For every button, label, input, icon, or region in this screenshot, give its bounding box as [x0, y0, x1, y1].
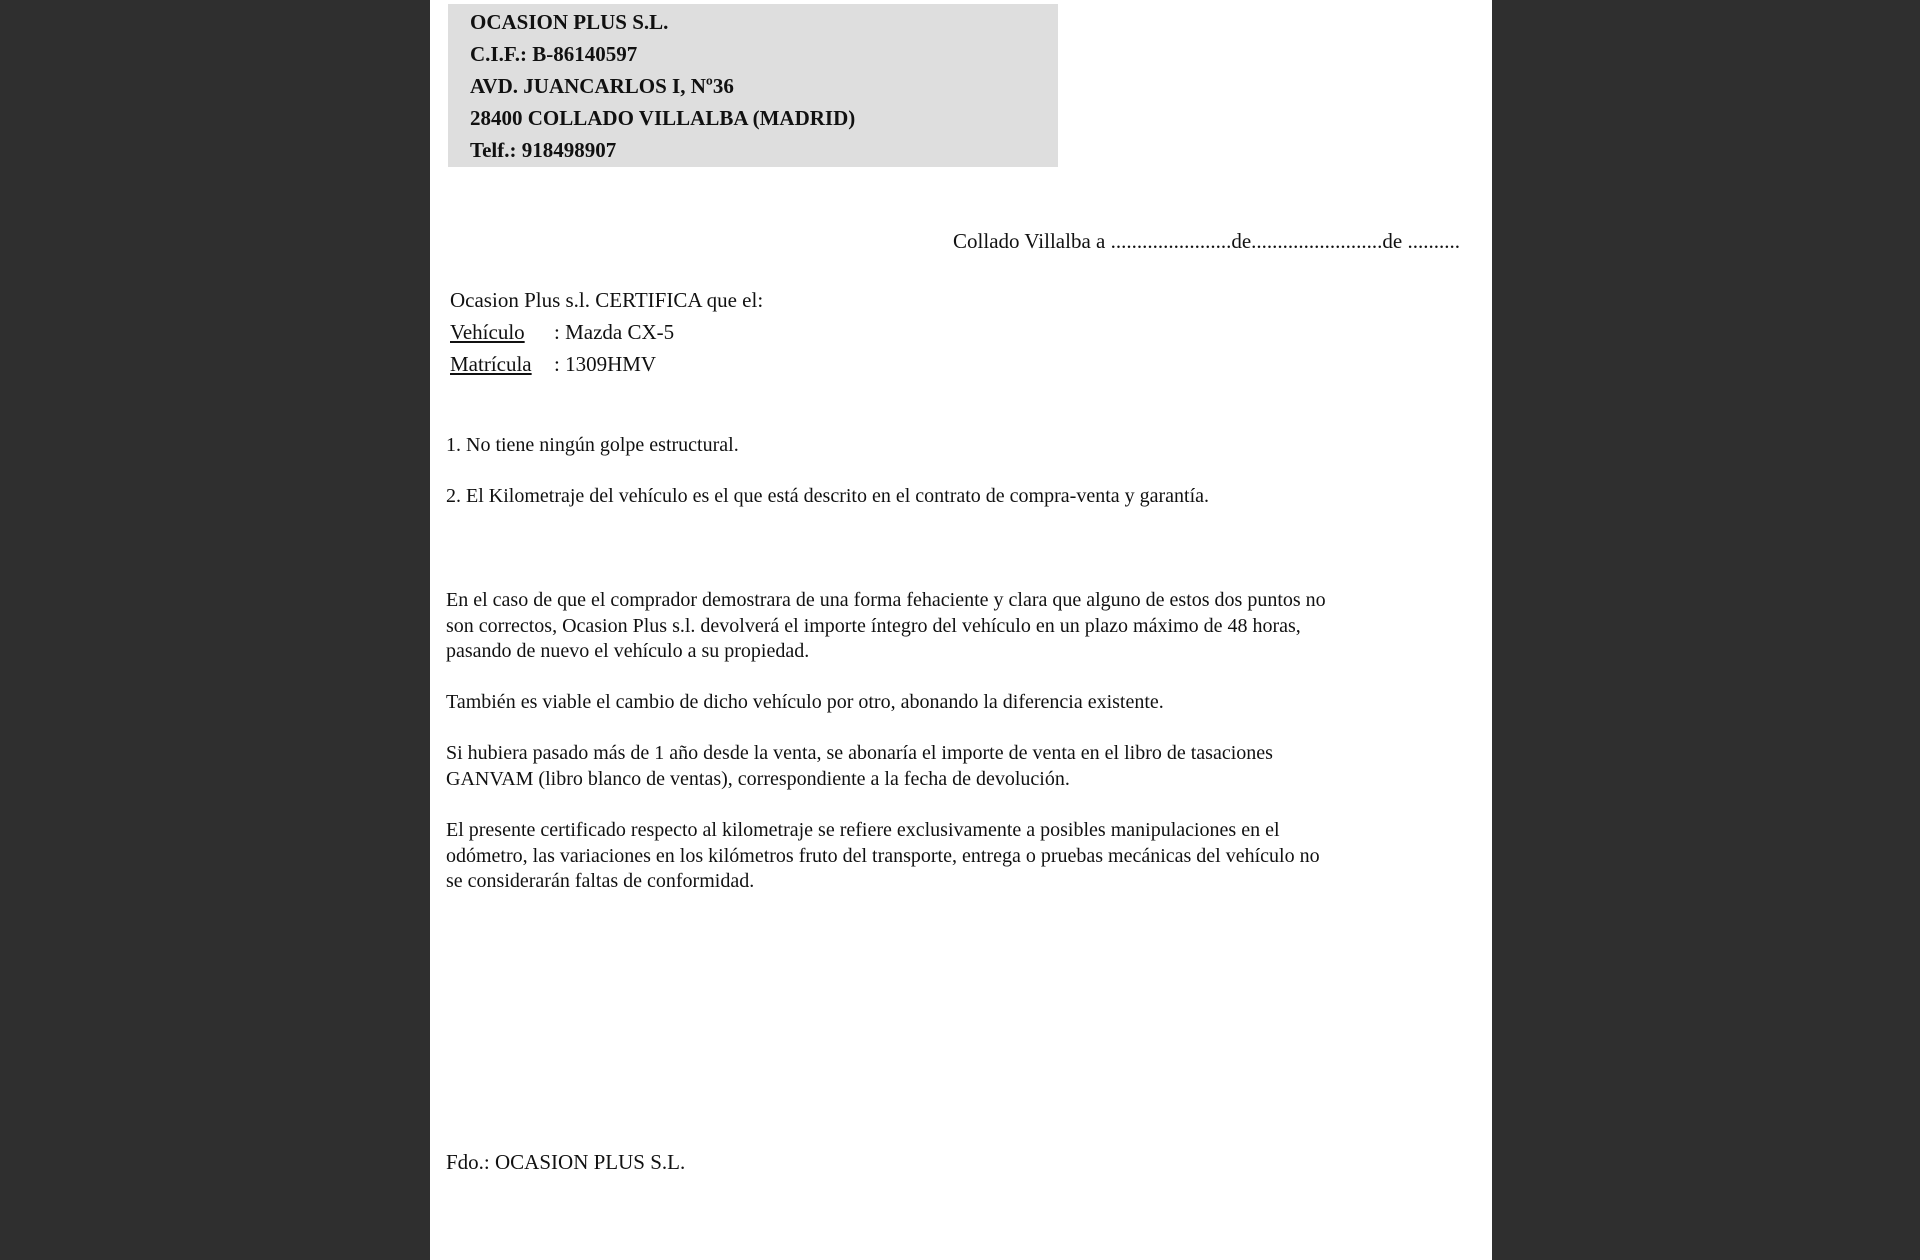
paragraph-line: También es viable el cambio de dicho vehículo por otro, abonando la diferencia existente. [446, 691, 1164, 713]
paragraph-line: GANVAM (libro blanco de ventas), correspondiente a la fecha de devolución. [446, 767, 1070, 790]
point-1: 1. No tiene ningún golpe estructural. [446, 434, 739, 456]
company-header-box [448, 4, 1058, 167]
certifies-statement: Ocasion Plus s.l. CERTIFICA que el: [450, 288, 764, 312]
paragraph-line: Si hubiera pasado más de 1 año desde la venta, se abonaría el importe de venta en el libro de tasaciones [446, 742, 1273, 764]
paragraph-line: El presente certificado respecto al kilometraje se refiere exclusivamente a posibles manipulaciones en el [446, 819, 1280, 841]
company-address: AVD. JUANCARLOS I, Nº36 [470, 74, 734, 98]
document-page [430, 0, 1492, 1260]
signature-line: Fdo.: OCASION PLUS S.L. [446, 1150, 686, 1174]
vehicle-label: Vehículo [450, 320, 525, 344]
vehicle-value: : Mazda CX-5 [554, 320, 675, 344]
vehicle-row [450, 319, 674, 345]
point-2: 2. El Kilometraje del vehículo es el que está descrito en el contrato de compra-venta y garantía. [446, 485, 1210, 507]
company-phone: Telf.: 918498907 [470, 138, 617, 162]
plate-row [450, 351, 656, 377]
paragraph-line: pasando de nuevo el vehículo a su propiedad. [446, 640, 810, 662]
plate-value: : 1309HMV [554, 352, 657, 376]
company-name: OCASION PLUS S.L. [470, 10, 669, 34]
plate-label: Matrícula [450, 352, 532, 376]
paragraph-line: odómetro, las variaciones en los kilómetros fruto del transporte, entrega o pruebas mecánicas del vehículo no [446, 844, 1320, 867]
paragraph-odometer [446, 818, 1468, 895]
paragraph-ganvam [446, 741, 1468, 792]
paragraph-line: son correctos, Ocasion Plus s.l. devolverá el importe íntegro del vehículo en un plazo máximo de 48 horas, [446, 614, 1301, 637]
paragraph-line: En el caso de que el comprador demostrara de una forma fehaciente y clara que alguno de estos dos puntos no [446, 589, 1326, 611]
paragraph-refund [446, 588, 1468, 665]
company-cif: C.I.F.: B-86140597 [470, 42, 638, 66]
company-city: 28400 COLLADO VILLALBA (MADRID) [470, 106, 856, 130]
paragraph-line: se considerarán faltas de conformidad. [446, 870, 755, 892]
paragraph-exchange [446, 690, 1468, 716]
date-line: Collado Villalba a .......................de.........................de .......... [953, 229, 1460, 253]
